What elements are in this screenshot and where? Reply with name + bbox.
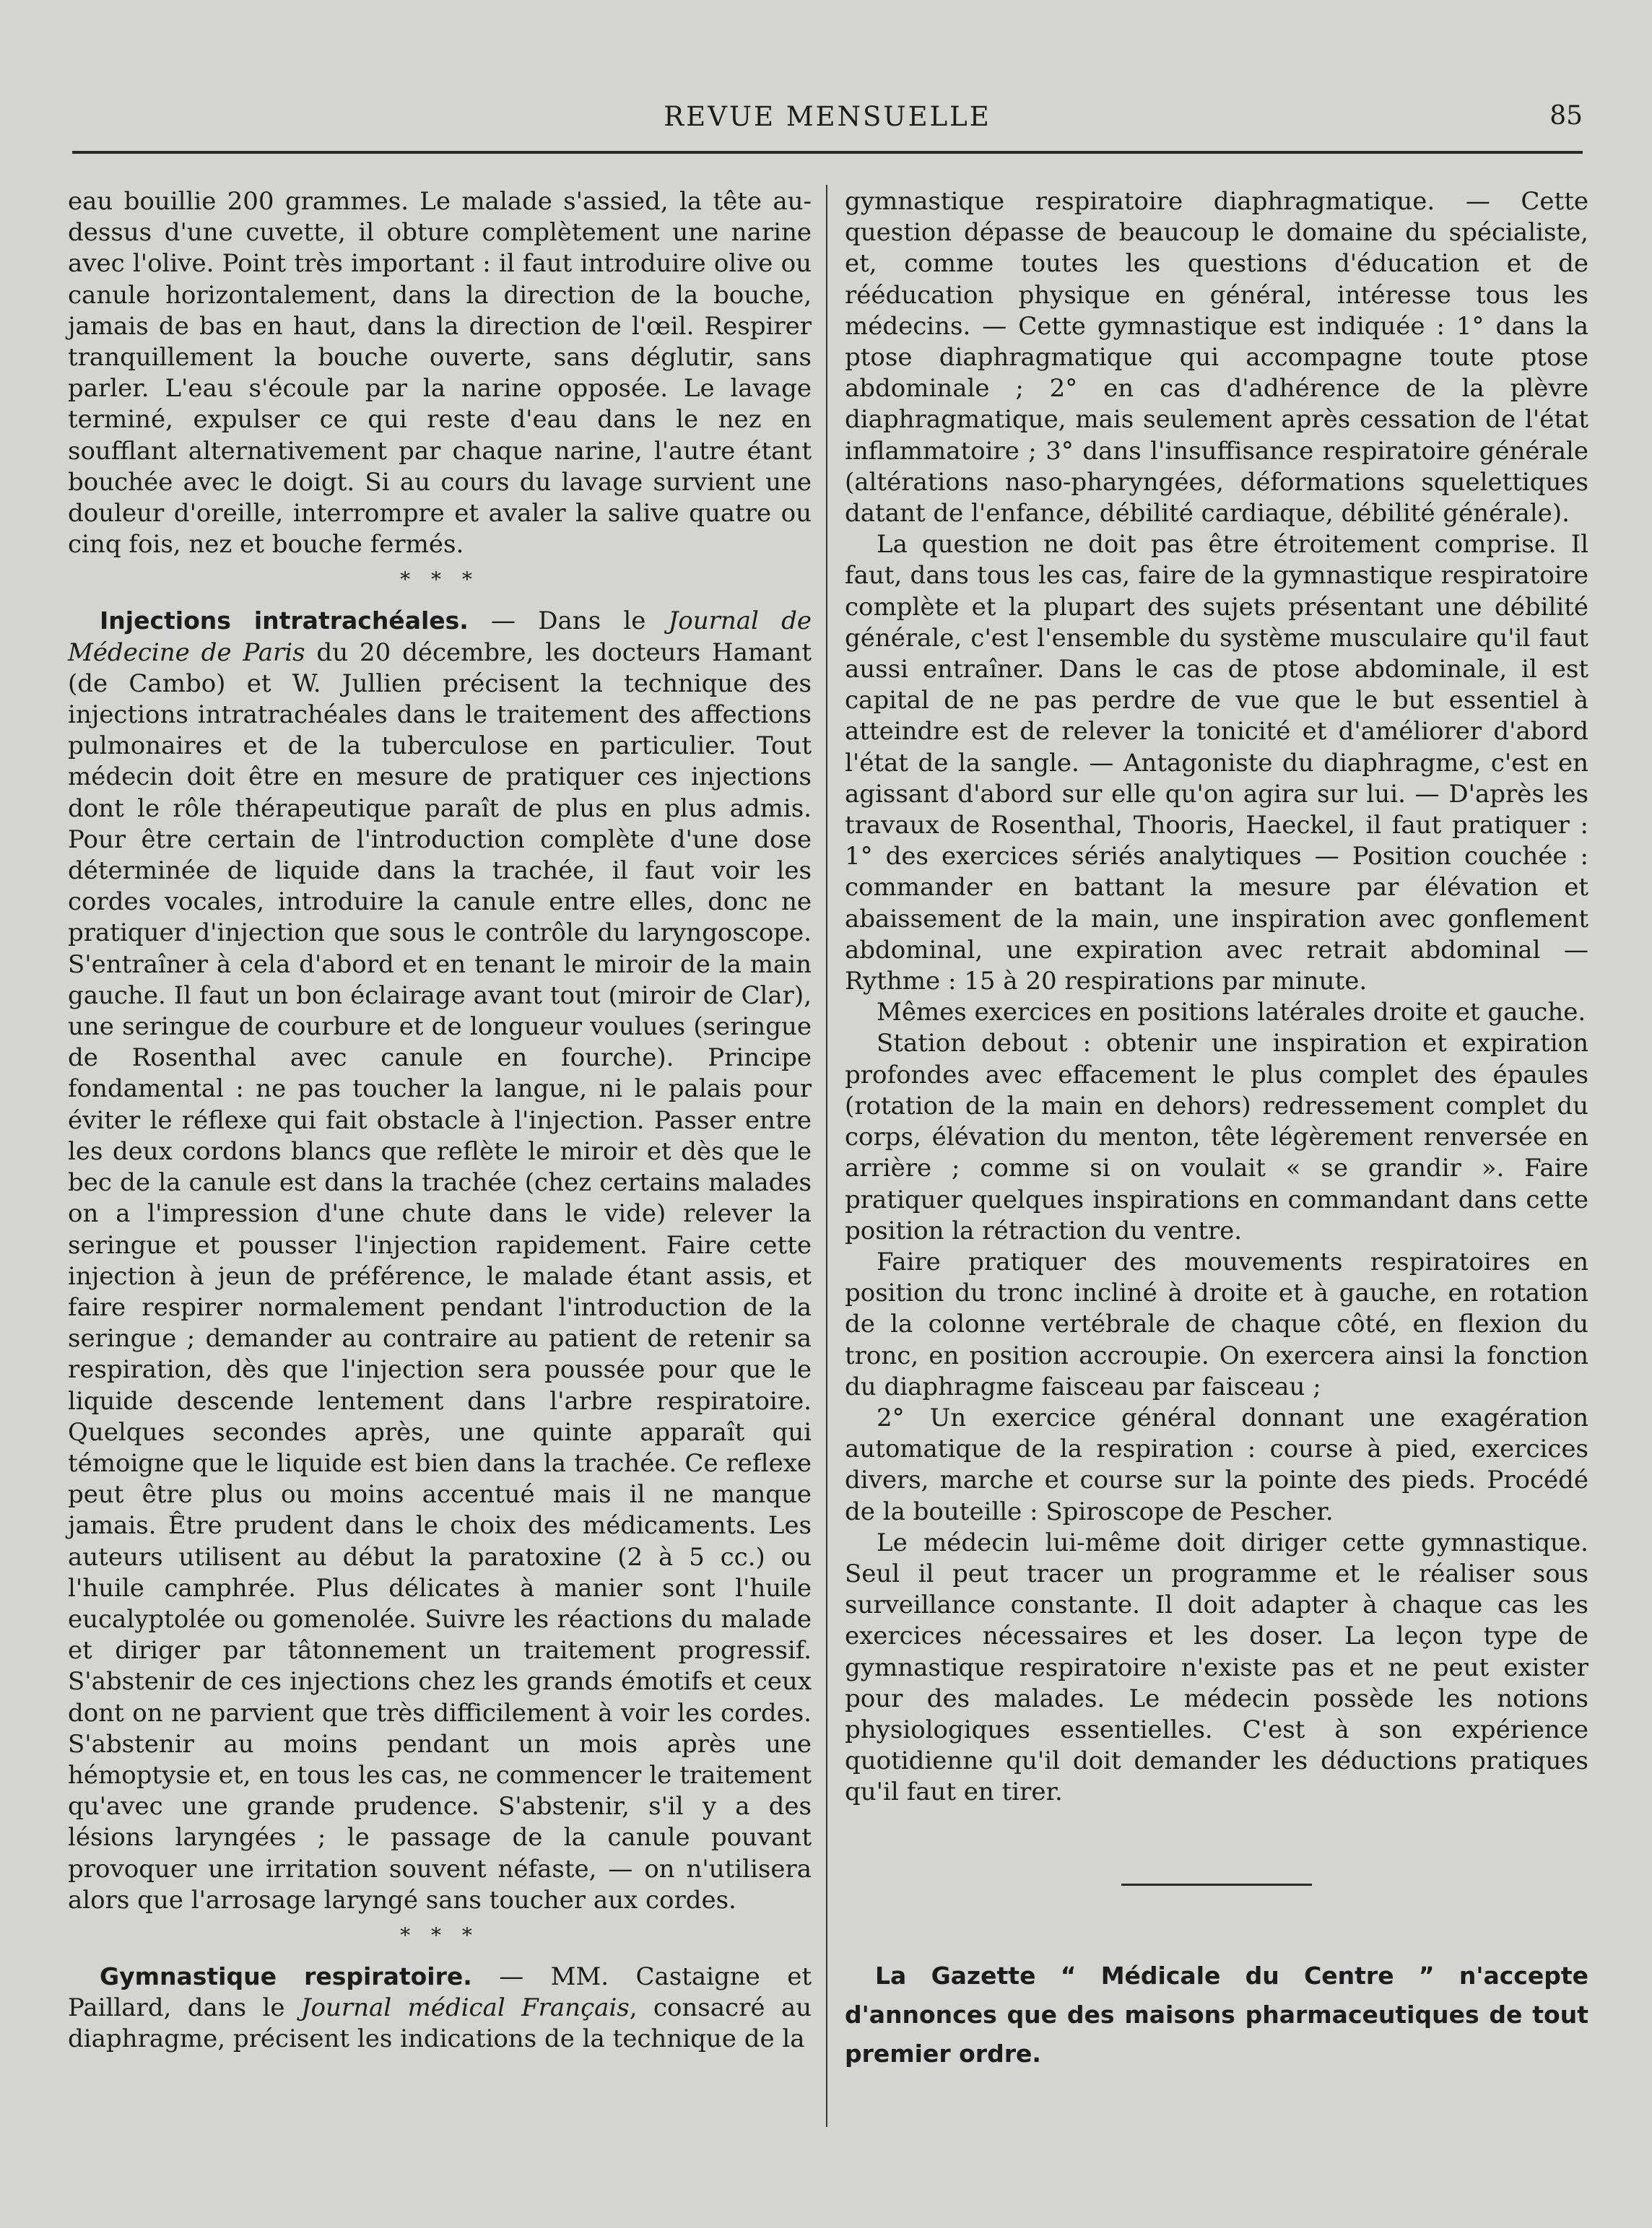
body-paragraph: Le médecin lui-même doit diriger cette gymnastique. Seul il peut tracer un programme et le réaliser sous surveillance constante. Il doit adapter à chaque cas les exercices nécessaires et les doser. La leçon type de gymnastique respiratoire n'existe pas et ne peut exister pour des malades. Le médecin possède les notions physiologiques essentielles. C'est à son expérience quotidienne qu'il doit demander les déductions pratiques qu'il faut en tirer.: [845, 1528, 1588, 1807]
running-title: REVUE MENSUELLE: [664, 101, 991, 132]
advertising-notice: La Gazette “ Médicale du Centre ” n'accepte d'annonces que des maisons pharmaceutiques de tout premier ordre.: [845, 1961, 1588, 2068]
body-paragraph: Faire pratiquer des mouvements respiratoires en position du tronc incliné à droite et à gauche, en rotation de la colonne vertébrale de chaque côté, en flexion du tronc, en position accroupie. On exercera ainsi la fonction du diaphragme faisceau par faisceau ;: [845, 1247, 1588, 1401]
injections-heading: Injections intratrachéales.: [100, 606, 469, 635]
gymnastics-text: , consacré au diaphragme, précisent les indications de la technique de la: [68, 1993, 812, 2054]
injections-paragraph: [68, 605, 812, 1916]
right-column: [845, 186, 1588, 2073]
column-divider: [826, 185, 827, 2127]
body-paragraph: Mêmes exercices en positions latérales droite et gauche.: [877, 998, 1586, 1027]
injections-text: du 20 décembre, les docteurs Hamant (de Cambo) et W. Jullien précisent la technique des injections intratrachéales dans le traitement des affections pulmonaires et de la tuberculose en particulier. Tout médecin doit être en mesure de pratiquer ces injections dont le rôle thérapeutique paraît de plus en plus admis. Pour être certain de l'introduction complète d'une dose déterminée de liquide dans la trachée, il faut voir les cordes vocales, introduire la canule entre elles, donc ne pratiquer d'injection que sous le contrôle du laryngoscope. S'entraîner à cela d'abord et en tenant le miroir de la main gauche. Il faut un bon éclairage avant tout (miroir de Clar), une seringue de courbure et de longueur voulues (seringue de Rosenthal avec canule en fourche). Principe fondamental : ne pas toucher la langue, ni le palais pour éviter le réflexe qui fait obstacle à l'injection. Passer entre les deux cordons blancs que reflète le miroir et dès que le bec de la canule est dans la trachée (chez certains malades on a l'impression d'une chute dans le vide) relever la seringue et pousser l'injection rapidement. Faire cette injection à jeun de préférence, le malade étant assis, et faire respirer normalement pendant l'introduction de la seringue ; demander au contraire au patient de retenir sa respiration, dès que l'injection sera poussée pour que le liquide descende lentement dans l'arbre respiratoire. Quelques secondes après, une quinte apparaît qui témoigne que le liquide est bien dans la trachée. Ce reflexe peut être plus ou moins accentué mais il ne manque jamais. Être prudent dans le choix des médicaments. Les auteurs utilisent au début la paratoxine (2 à 5 cc.) ou l'huile camphrée. Plus délicates à manier sont l'huile eucalyptolée ou gomenolée. Suivre les réactions du malade et diriger par tâtonnement un traitement progressif. S'abstenir de ces injections chez les grands émotifs et ceux dont on ne parvient que très difficilement à voir les cordes. S'abstenir au moins pendant un mois après une hémoptysie et, en tous les cas, ne commencer le traitement qu'avec une grande prudence. S'abstenir, s'il y a des lésions laryngées ; le passage de la canule pouvant provoquer une irritation souvent néfaste, — on n'utilisera alors que l'arrosage laryngé sans toucher aux cordes.: [68, 637, 812, 1915]
injections-journal-title: Journal de Médecine de Paris: [68, 606, 812, 667]
body-paragraph: La question ne doit pas être étroitement comprise. Il faut, dans tous les cas, faire de la gymnastique respiratoire complète et la plupart des sujets présentant une débilité générale, c'est l'ensemble du système musculaire qu'il faut aussi entraîner. Dans le cas de ptose abdominale, il est capital de ne pas perdre de vue que le but essentiel à atteindre est de relever la tonicité et d'améliorer d'abord l'état de la sangle. — Antagoniste du diaphragme, c'est en agissant d'abord sur elle qu'on agira sur lui. — D'après les travaux de Rosenthal, Thooris, Haeckel, il faut pratiquer : 1° des exercices sériés analytiques — Position couchée : commander en battant la mesure par élévation et abaissement de la main, une inspiration avec gonflement abdominal, une expiration avec retrait abdominal — Rythme : 15 à 20 respirations par minute.: [845, 530, 1588, 996]
gymnastics-paragraph: [68, 1961, 812, 2055]
header-rule: [72, 151, 1583, 154]
left-column: [68, 186, 812, 2055]
page-number: 85: [1549, 101, 1583, 131]
nasal-wash-paragraph: eau bouillie 200 grammes. Le malade s'assied, la tête au-dessus d'une cuvette, il obture complètement une narine avec l'olive. Point très important : il faut introduire olive ou canule horizontalement, dans la direction de la bouche, jamais de bas en haut, dans la direction de l'œil. Respirer tranquillement la bouche ouverte, sans déglutir, sans parler. L'eau s'écoule par la narine opposée. Le lavage terminé, expulser ce qui reste d'eau dans le nez en soufflant alternativement par chaque narine, l'autre étant bouchée avec le doigt. Si au cours du lavage survient une douleur d'oreille, interrompre et avaler la salive quatre ou cinq fois, nez et bouche fermés.: [68, 187, 812, 560]
gymnastics-heading: Gymnastique respiratoire.: [100, 1962, 472, 1990]
page-header: [72, 101, 1583, 137]
gymnastics-lead: — MM. Castaigne et Paillard, dans le: [68, 1962, 812, 2023]
section-asterism: * * *: [400, 567, 479, 592]
body-paragraph: 2° Un exercice général donnant une exagération automatique de la respiration : course à pied, exercices divers, marche et course sur la pointe des pieds. Procédé de la bouteille : Spiroscope de Pescher.: [845, 1403, 1588, 1526]
body-paragraph: gymnastique respiratoire diaphragmatique. — Cette question dépasse de beaucoup le domaine du spécialiste, et, comme toutes les questions d'éducation et de rééducation physique en général, intéresse tous les médecins. — Cette gymnastique est indiquée : 1° dans la ptose diaphragmatique qui accompagne toute ptose abdominale ; 2° en cas d'adhérence de la plèvre diaphragmatique, mais seulement après cessation de l'état inflammatoire ; 3° dans l'insuffisance respiratoire générale (altérations naso-pharyngées, déformations squelettiques datant de l'enfance, débilité cardiaque, débilité générale).: [845, 187, 1588, 528]
injections-lead: — Dans le: [468, 606, 669, 636]
body-paragraph: Station debout : obtenir une inspiration et expiration profondes avec effacement le plus complet des épaules (rotation de la main en dehors) redressement complet du corps, élévation du menton, tête légèrement renversée en arrière ; comme si on voulait « se grandir ». Faire pratiquer quelques inspirations en commandant dans cette position la rétraction du ventre.: [845, 1029, 1588, 1245]
section-rule: [1121, 1884, 1312, 1886]
gymnastics-journal-title: Journal médical Français: [300, 1993, 630, 2023]
section-asterism: * * *: [400, 1923, 479, 1947]
